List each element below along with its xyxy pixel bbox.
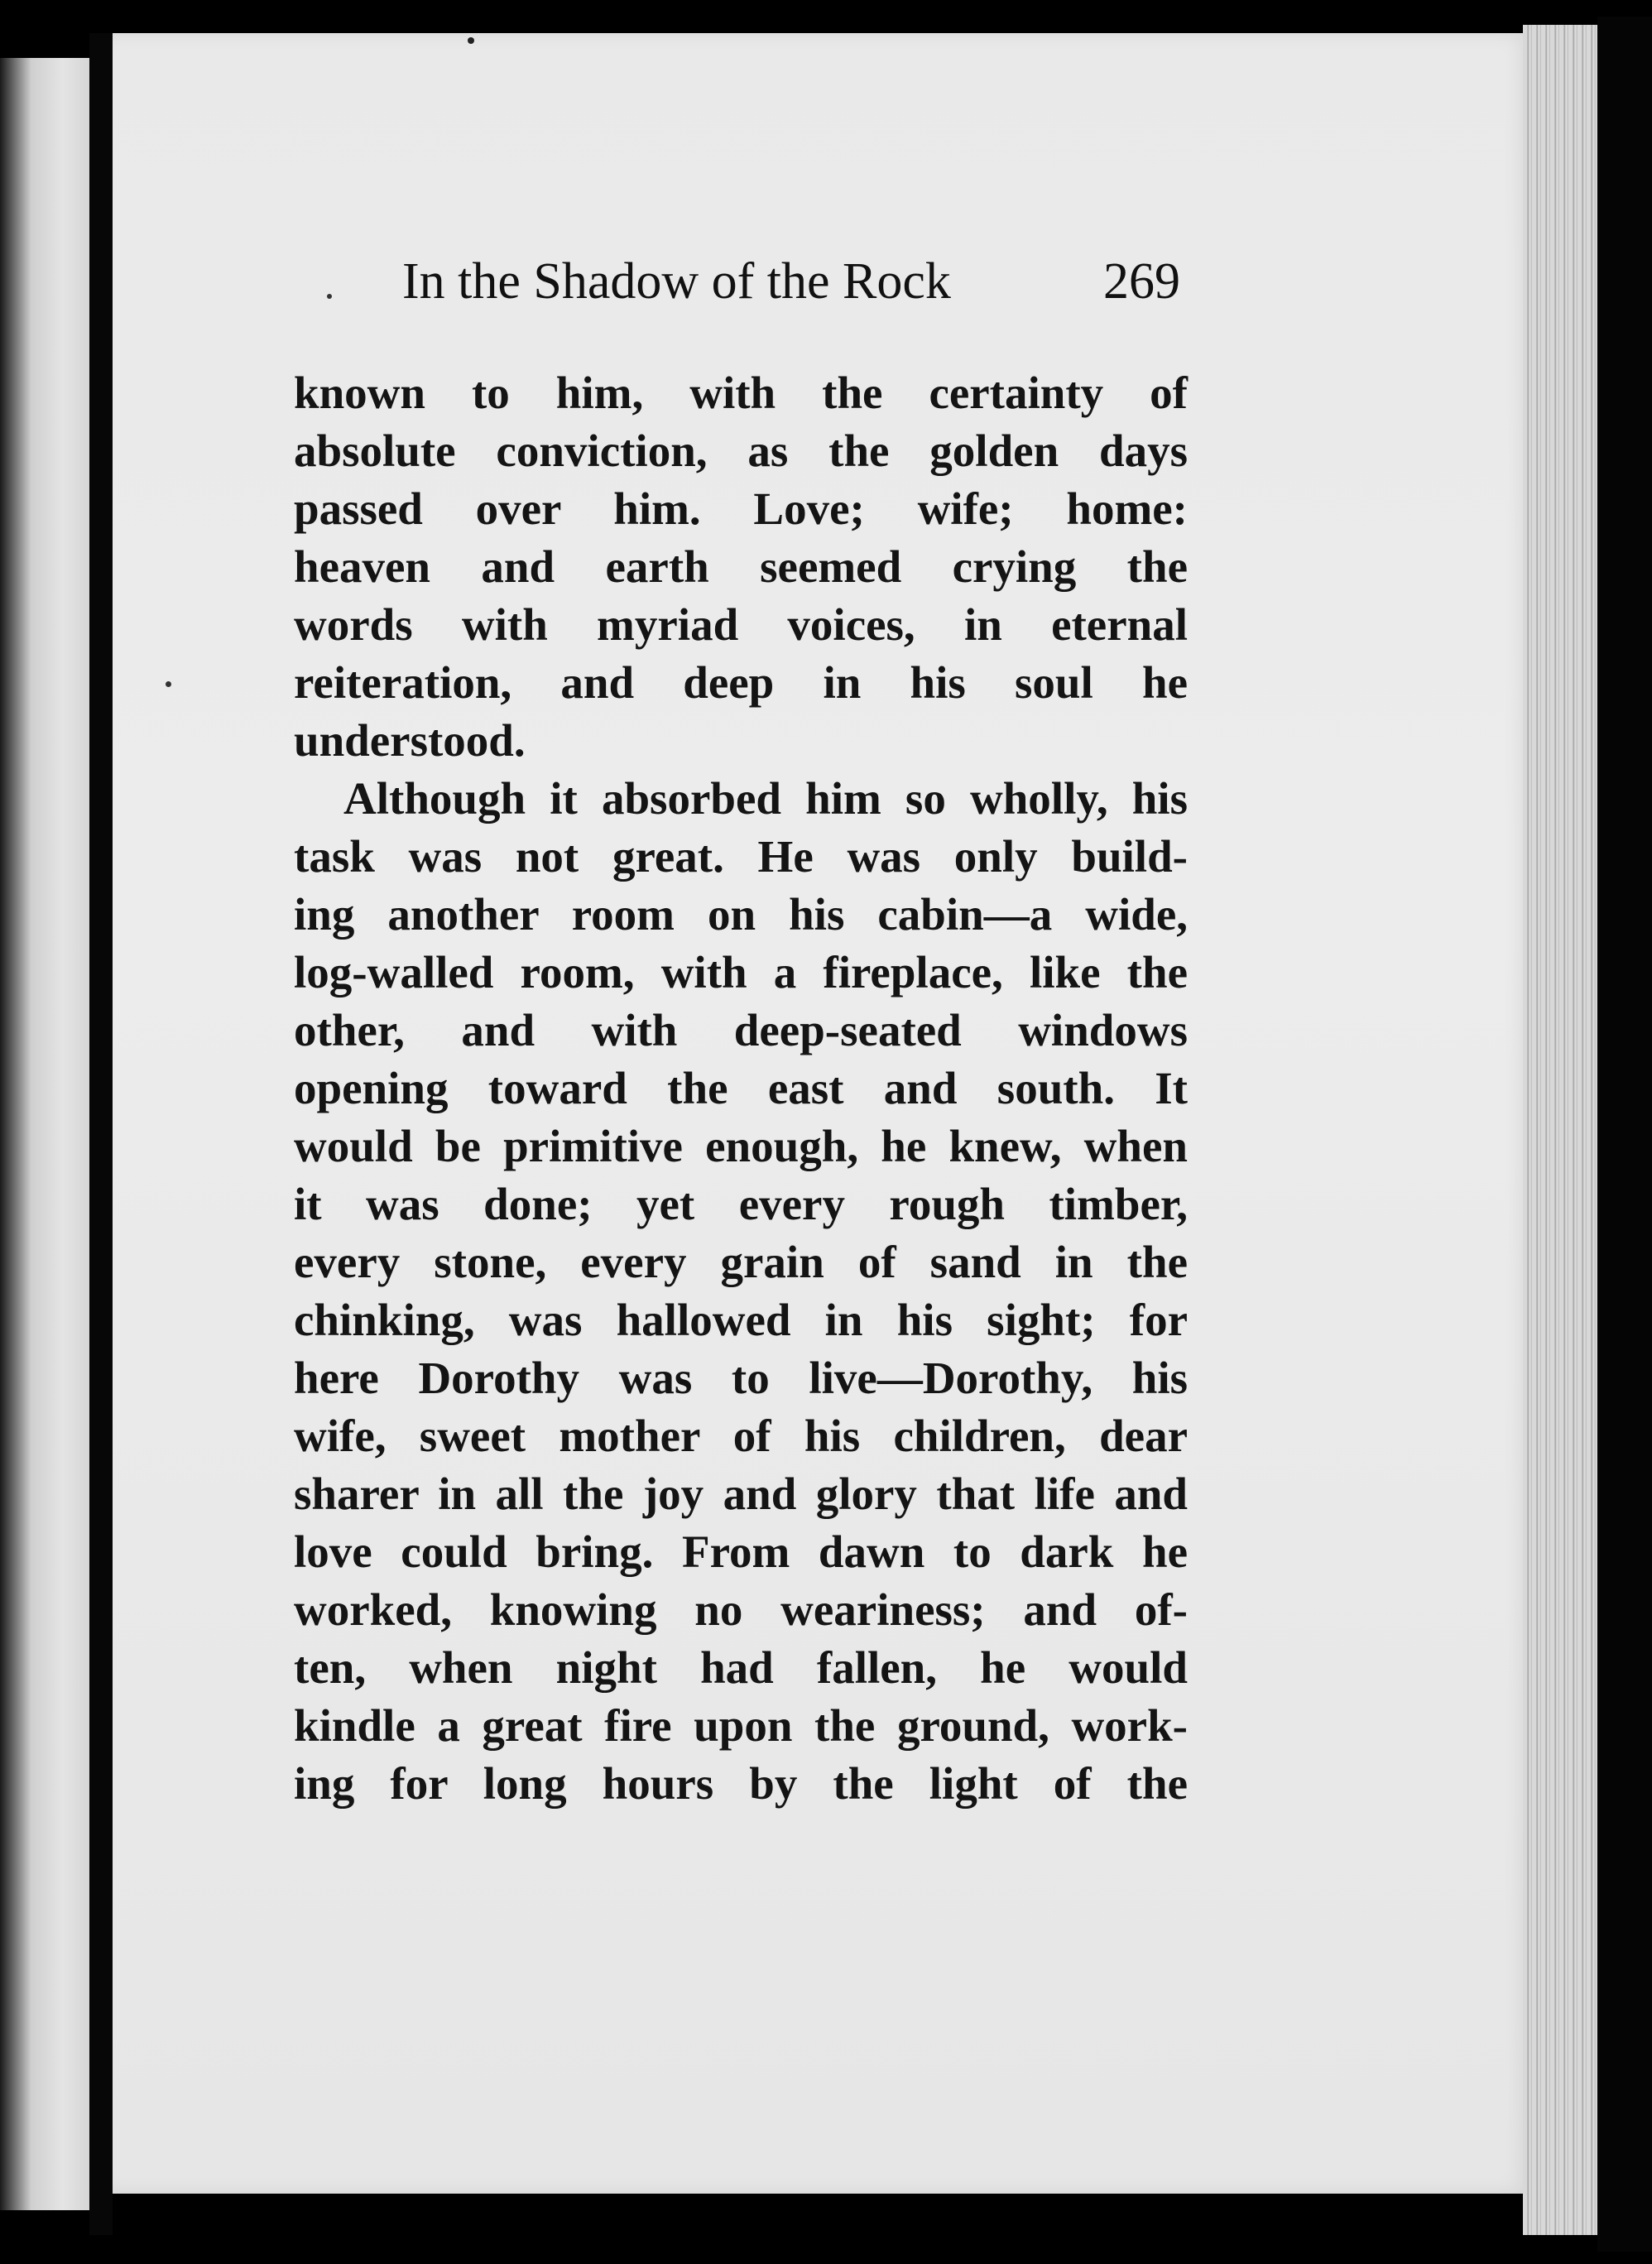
text-line: it was done; yet every rough timber, xyxy=(294,1179,1188,1229)
text-line: would be primitive enough, he knew, when xyxy=(294,1121,1188,1171)
page-fore-edge xyxy=(1523,25,1597,2235)
page-number: 269 xyxy=(1103,253,1180,310)
scan-background-edge xyxy=(1597,17,1652,2252)
text-line: ing another room on his cabin—a wide, xyxy=(294,889,1188,940)
text-line: absolute conviction, as the golden days xyxy=(294,425,1188,476)
text-line: ten, when night had fallen, he would xyxy=(294,1642,1188,1693)
text-line: kindle a great fire upon the ground, work- xyxy=(294,1700,1188,1751)
text-line: wife, sweet mother of his children, dear xyxy=(294,1411,1188,1461)
previous-page-edge xyxy=(0,58,89,2210)
text-line: heaven and earth seemed crying the xyxy=(294,541,1188,592)
text-line: worked, knowing no weariness; and of- xyxy=(294,1584,1188,1635)
text-line: understood. xyxy=(294,715,526,766)
scan-speck xyxy=(468,37,474,44)
scan-speck xyxy=(327,294,332,299)
text-line: Although it absorbed him so wholly, his xyxy=(343,773,1188,824)
text-line: sharer in all the joy and glory that life and xyxy=(294,1468,1188,1519)
text-line: log-walled room, with a fireplace, like the xyxy=(294,947,1188,997)
text-line: ing for long hours by the light of the xyxy=(294,1758,1188,1809)
scan-speck xyxy=(166,681,171,687)
text-line: words with myriad voices, in eternal xyxy=(294,599,1188,650)
text-line: other, and with deep-seated windows xyxy=(294,1005,1188,1055)
text-line: here Dorothy was to live—Dorothy, his xyxy=(294,1353,1188,1403)
text-line: love could bring. From dawn to dark he xyxy=(294,1526,1188,1577)
running-head-title: In the Shadow of the Rock xyxy=(402,253,951,310)
text-line: reiteration, and deep in his soul he xyxy=(294,657,1188,708)
text-line: every stone, every grain of sand in the xyxy=(294,1237,1188,1287)
text-line: task was not great. He was only build- xyxy=(294,831,1188,882)
text-line: opening toward the east and south. It xyxy=(294,1063,1188,1113)
body-text xyxy=(294,364,1188,1813)
running-head xyxy=(402,252,1180,319)
text-line: passed over him. Love; wife; home: xyxy=(294,483,1188,534)
text-line: known to him, with the certainty of xyxy=(294,368,1188,418)
book-gutter xyxy=(89,33,113,2235)
text-line: chinking, was hallowed in his sight; for xyxy=(294,1295,1188,1345)
